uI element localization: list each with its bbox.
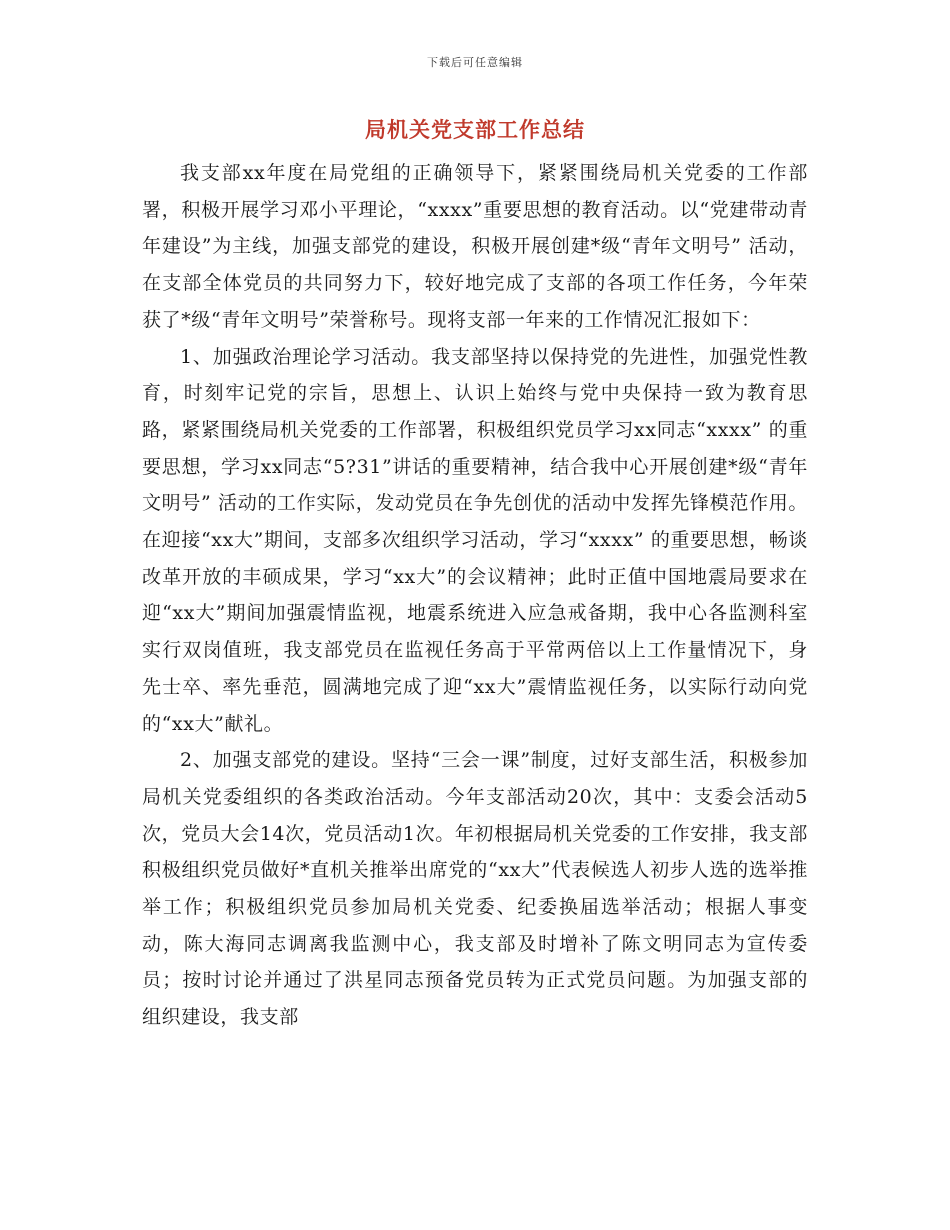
- document-title: 局机关党支部工作总结: [365, 117, 585, 142]
- header-note: 下载后可任意编辑: [427, 56, 523, 69]
- paragraph-party-building: 2、加强支部党的建设。坚持“三会一课”制度，过好支部生活，积极参加局机关党委组织的各类政治活动。今年支部活动20次，其中：支委会活动5次，党员大会14次，党员活动1次。年初根据局机关党委的工作安排，我支部积极组织党员做好*直机关推举出席党的“xx大”代表候选人初步人选的选举推举工作；积极组织党员参加局机关党委、纪委换届选举活动；根据人事变动，陈大海同志调离我监测中心，我支部及时增补了陈文明同志为宣传委员；按时讨论并通过了洪星同志预备党员转为正式党员问题。为加强支部的组织建设，我支部: [142, 749, 808, 1029]
- paragraph-intro: 我支部xx年度在局党组的正确领导下，紧紧围绕局机关党委的工作部署，积极开展学习邓小平理论，“xxxx”重要思想的教育活动。以“党建带动青年建设”为主线，加强支部党的建设，积极开展创建*级“青年文明号” 活动，在支部全体党员的共同努力下，较好地完成了支部的各项工作任务，今年荣获了*级“青年文明号”荣誉称号。现将支部一年来的工作情况汇报如下：: [142, 162, 808, 331]
- paragraph-political-study: 1、加强政治理论学习活动。我支部坚持以保持党的先进性，加强党性教育，时刻牢记党的宗旨，思想上、认识上始终与党中央保持一致为教育思路，紧紧围绕局机关党委的工作部署，积极组织党员学习xx同志“xxxx” 的重要思想，学习xx同志“5?31”讲话的重要精神，结合我中心开展创建*级“青年文明号” 活动的工作实际，发动党员在争先创优的活动中发挥先锋模范作用。在迎接“xx大”期间，支部多次组织学习活动，学习“xxxx” 的重要思想，畅谈改革开放的丰硕成果，学习“xx大”的会议精神；此时正值中国地震局要求在迎“xx大”期间加强震情监视，地震系统进入应急戒备期，我中心各监测科室实行双岗值班，我支部党员在监视任务高于平常两倍以上工作量情况下，身先士卒、率先垂范，圆满地完成了迎“xx大”震情监视任务，以实际行动向党的“xx大”献礼。: [142, 345, 808, 735]
- document-body: [142, 155, 808, 1036]
